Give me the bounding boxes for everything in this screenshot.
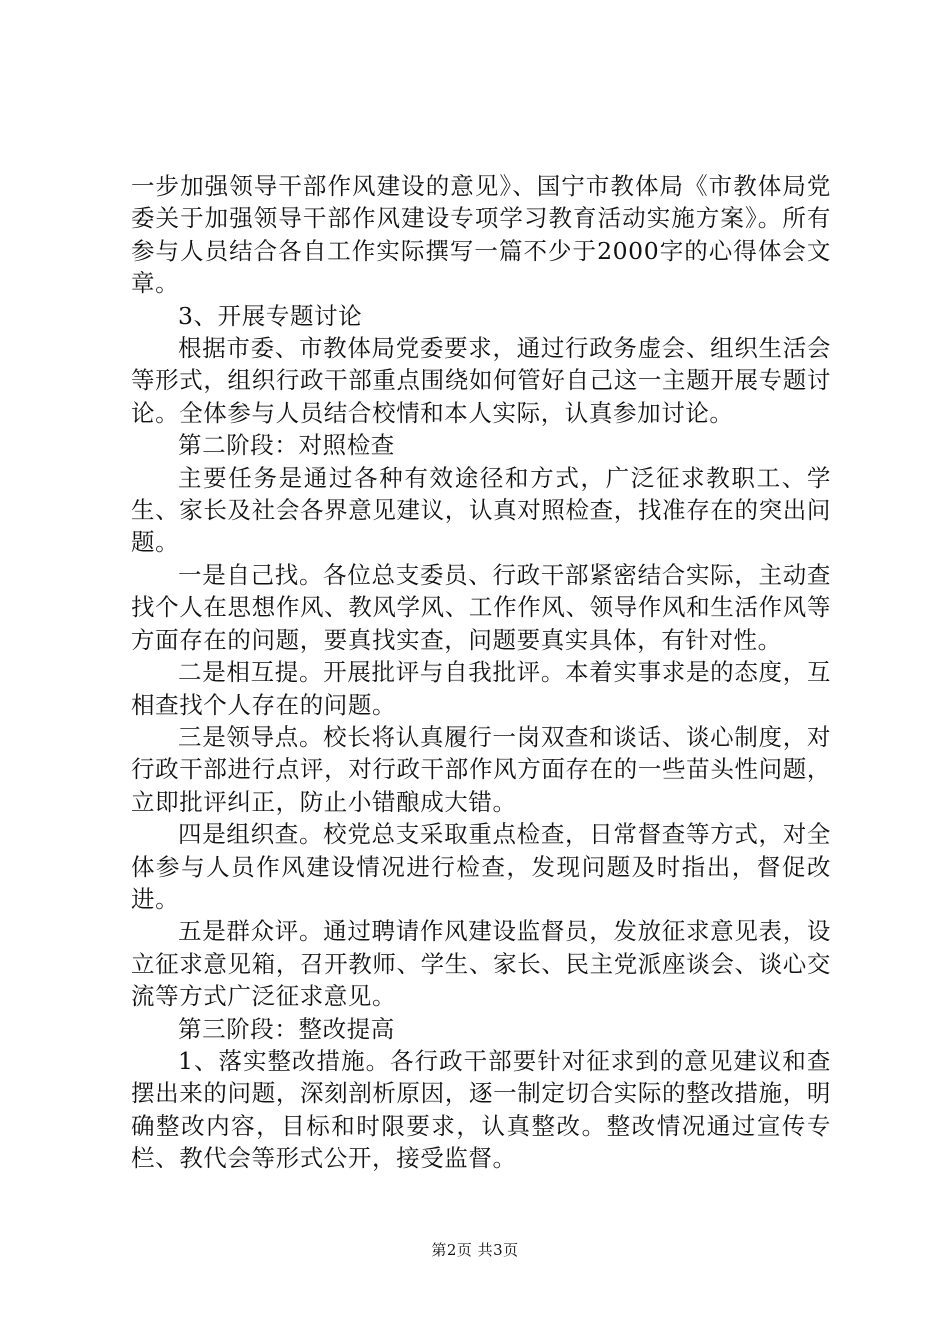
- paragraph-11: 第三阶段：整改提高: [178, 1014, 395, 1043]
- paragraph-10: 五是群众评。通过聘请作风建设监督员，发放征求意见表，设立征求意见箱，召开教师、学生、家长、民主党派座谈会、谈心交流等方式广泛征求意见。: [131, 917, 831, 1011]
- paragraph-7: 二是相互提。开展批评与自我批评。本着实事求是的态度，互相查找个人存在的问题。: [131, 658, 831, 719]
- paragraph-4: 第二阶段：对照检查: [178, 431, 395, 460]
- paragraph-1: 一步加强领导干部作风建设的意见》、国宁市教体局《市教体局党委关于加强领导干部作风建设专项学习教育活动实施方案》。所有参与人员结合各自工作实际撰写一篇不少于2000字的心得体会文章。: [131, 172, 831, 298]
- paragraph-2: 3、开展专题讨论: [178, 301, 363, 330]
- paragraph-8: 三是领导点。校长将认真履行一岗双查和谈话、谈心制度，对行政干部进行点评，对行政干部作风方面存在的一些苗头性问题，立即批评纠正，防止小错酿成大错。: [131, 722, 831, 816]
- page-footer: 第2页 共3页: [431, 1241, 519, 1259]
- paragraph-5: 主要任务是通过各种有效途径和方式，广泛征求教职工、学生、家长及社会各界意见建议，认真对照检查，找准存在的突出问题。: [131, 463, 831, 557]
- paragraph-6: 一是自己找。各位总支委员、行政干部紧密结合实际，主动查找个人在思想作风、教风学风、工作作风、领导作风和生活作风等方面存在的问题，要真找实查，问题要真实具体，有针对性。: [131, 560, 831, 654]
- document-body: [131, 170, 831, 1175]
- paragraph-12: 1、落实整改措施。各行政干部要针对征求到的意见建议和查摆出来的问题，深刻剖析原因，逐一制定切合实际的整改措施，明确整改内容，目标和时限要求，认真整改。整改情况通过宣传专栏、教代会等形式公开，接受监督。: [131, 1046, 831, 1173]
- paragraph-9: 四是组织查。校党总支采取重点检查，日常督查等方式，对全体参与人员作风建设情况进行检查，发现问题及时指出，督促改进。: [131, 820, 831, 913]
- paragraph-3: 根据市委、市教体局党委要求，通过行政务虚会、组织生活会等形式，组织行政干部重点围绕如何管好自己这一主题开展专题讨论。全体参与人员结合校情和本人实际，认真参加讨论。: [131, 334, 831, 427]
